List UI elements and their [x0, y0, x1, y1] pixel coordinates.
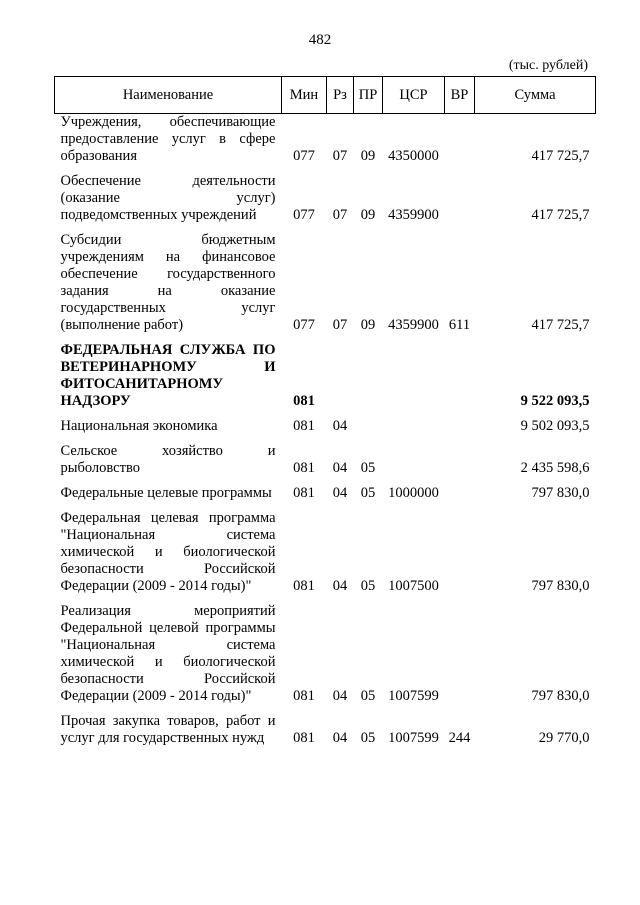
row-rz: 04 — [332, 578, 348, 594]
table-row — [55, 114, 596, 166]
row-name: Прочая закупка товаров, работ и услуг для государственных нужд — [60, 713, 276, 746]
row-name: Федеральная целевая программа "Национальная система химической и биологической безопасности Российской Федерации (2009 - 2014 годы)" — [60, 510, 276, 594]
budget-table — [54, 76, 596, 747]
header-csr: ЦСР — [383, 77, 445, 114]
header-min: Мин — [282, 77, 327, 114]
page-number: 482 — [308, 32, 332, 48]
table-row — [55, 705, 596, 747]
table-row — [55, 165, 596, 224]
row-name: Обеспечение деятельности (оказание услуг) подведомственных учреждений — [60, 173, 276, 223]
row-min: 081 — [293, 730, 315, 746]
row-csr: 4359900 — [388, 207, 439, 223]
row-csr — [383, 410, 445, 435]
row-vr — [445, 502, 475, 595]
row-rz: 07 — [332, 207, 348, 223]
row-min: 077 — [293, 148, 315, 164]
row-vr — [445, 477, 475, 502]
header-pr: ПР — [354, 77, 383, 114]
table-header-row — [55, 77, 596, 114]
row-csr — [383, 435, 445, 477]
header-vr: ВР — [445, 77, 475, 114]
row-rz: 04 — [332, 485, 348, 501]
row-name: Учреждения, обеспечивающие предоставление услуг в сфере образования — [60, 114, 276, 164]
row-rz — [327, 334, 354, 410]
row-rz: 04 — [332, 418, 348, 434]
table-row — [55, 410, 596, 435]
row-min: 077 — [293, 317, 315, 333]
table-row — [55, 502, 596, 595]
row-rz: 04 — [332, 688, 348, 704]
row-sum: 797 830,0 — [531, 485, 590, 501]
row-sum: 417 725,7 — [531, 207, 590, 223]
row-sum: 2 435 598,6 — [520, 460, 590, 476]
row-min: 081 — [293, 578, 315, 594]
row-name: ФЕДЕРАЛЬНАЯ СЛУЖБА ПО ВЕТЕРИНАРНОМУ И ФИТОСАНИТАРНОМУ НАДЗОРУ — [60, 342, 276, 409]
row-vr — [445, 435, 475, 477]
row-name: Национальная экономика — [60, 418, 218, 434]
header-name: Наименование — [55, 77, 282, 114]
units-label: (тыс. рублей) — [508, 58, 588, 73]
row-pr: 09 — [360, 148, 376, 164]
header-rz: Рз — [327, 77, 354, 114]
table-row — [55, 477, 596, 502]
row-vr — [445, 595, 475, 705]
row-pr: 09 — [360, 207, 376, 223]
row-csr — [383, 334, 445, 410]
row-name: Субсидии бюджетным учреждениям на финансовое обеспечение государственного задания на оказание государственных услуг (выполнение работ) — [60, 232, 276, 333]
row-csr: 1007599 — [388, 688, 439, 704]
row-csr: 1007500 — [388, 578, 439, 594]
row-csr: 1007599 — [388, 730, 439, 746]
row-name: Федеральные целевые программы — [60, 485, 272, 501]
table-row — [55, 224, 596, 334]
row-csr: 4359900 — [388, 317, 439, 333]
row-csr: 4350000 — [388, 148, 439, 164]
table-row — [55, 595, 596, 705]
header-sum: Сумма — [475, 77, 596, 114]
row-pr: 05 — [360, 730, 376, 746]
row-name: Реализация мероприятий Федеральной целевой программы "Национальная система химической и биологической безопасности Российской Федерации (2009 - 2014 годы)" — [60, 603, 276, 704]
table-row — [55, 334, 596, 410]
row-name: Сельское хозяйство и рыболовство — [60, 443, 276, 476]
row-min: 081 — [293, 460, 315, 476]
row-pr: 05 — [360, 460, 376, 476]
row-pr: 05 — [360, 485, 376, 501]
row-vr: 611 — [448, 317, 471, 333]
row-pr — [354, 410, 383, 435]
row-csr: 1000000 — [388, 485, 439, 501]
table-row — [55, 435, 596, 477]
row-rz: 04 — [332, 460, 348, 476]
row-rz: 07 — [332, 148, 348, 164]
row-pr: 05 — [360, 578, 376, 594]
row-min: 081 — [293, 418, 315, 434]
row-vr — [445, 334, 475, 410]
row-vr — [445, 165, 475, 224]
row-vr — [445, 114, 475, 166]
row-min: 077 — [293, 207, 315, 223]
row-sum: 29 770,0 — [538, 730, 590, 746]
row-pr — [354, 334, 383, 410]
row-sum: 417 725,7 — [531, 148, 590, 164]
row-vr: 244 — [448, 730, 471, 746]
row-sum: 797 830,0 — [531, 688, 590, 704]
row-rz: 04 — [332, 730, 348, 746]
row-min: 081 — [293, 485, 315, 501]
row-sum: 797 830,0 — [531, 578, 590, 594]
row-pr: 05 — [360, 688, 376, 704]
row-min: 081 — [293, 393, 315, 409]
row-pr: 09 — [360, 317, 376, 333]
row-sum: 9 502 093,5 — [520, 418, 590, 434]
row-rz: 07 — [332, 317, 348, 333]
row-vr — [445, 410, 475, 435]
row-sum: 417 725,7 — [531, 317, 590, 333]
row-min: 081 — [293, 688, 315, 704]
row-sum: 9 522 093,5 — [520, 393, 590, 409]
